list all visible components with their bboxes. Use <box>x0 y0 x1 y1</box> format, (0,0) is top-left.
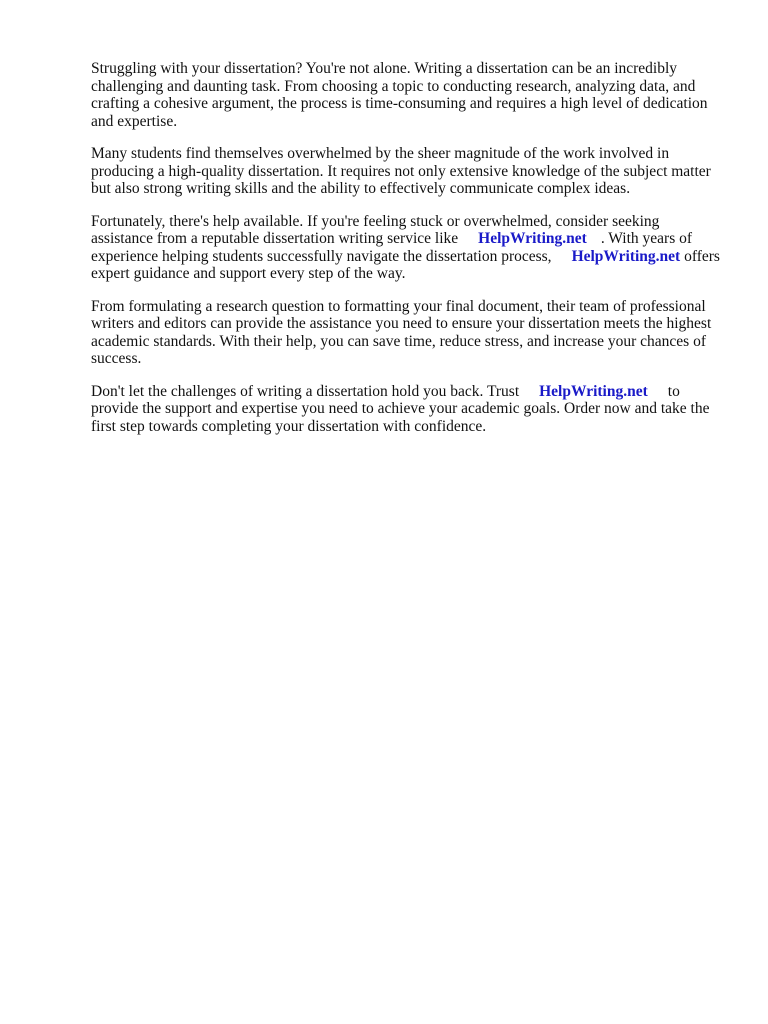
helpwriting-link-2[interactable]: HelpWriting.net <box>571 247 681 265</box>
paragraph-help-text-2: . With years of experience helping students successfully navigate the dissertation process, <box>91 230 693 265</box>
paragraph-help-text-1: Fortunately, there's help available. If you're feeling stuck or overwhelmed, consider seeking assistance from a reputable dissertation writing service like <box>91 212 660 247</box>
paragraph-help-available <box>91 213 721 283</box>
paragraph-trust-text-2: to provide the support and expertise you need to achieve your academic goals. Order now and take the first step towards completing your dissertation with confidence. <box>91 382 710 435</box>
paragraph-overwhelmed: Many students find themselves overwhelmed by the sheer magnitude of the work involved in producing a high-quality dissertation. It requires not only extensive knowledge of the subject matter but also strong writing skills and the ability to effectively communicate complex ideas. <box>91 145 711 197</box>
paragraph-intro: Struggling with your dissertation? You're not alone. Writing a dissertation can be an incredibly challenging and daunting task. From choosing a topic to conducting research, analyzing data, and crafting a cohesive argument, the process is time-consuming and requires a high level of dedication and expertise. <box>91 60 708 130</box>
paragraph-trust-text-1: Don't let the challenges of writing a dissertation hold you back. Trust <box>91 382 520 400</box>
paragraph-trust <box>91 383 721 436</box>
helpwriting-link-1[interactable]: HelpWriting.net <box>478 230 587 247</box>
paragraph-research: From formulating a research question to formatting your final document, their team of professional writers and editors can provide the assistance you need to ensure your dissertation meets the highest academic standards. With their help, you can save time, reduce stress, and increase your chances of success. <box>91 297 712 367</box>
helpwriting-link-3[interactable]: HelpWriting.net <box>539 382 648 400</box>
paragraph-help-text-3: offers expert guidance and support every step of the way. <box>91 247 720 282</box>
document-page <box>91 60 721 450</box>
